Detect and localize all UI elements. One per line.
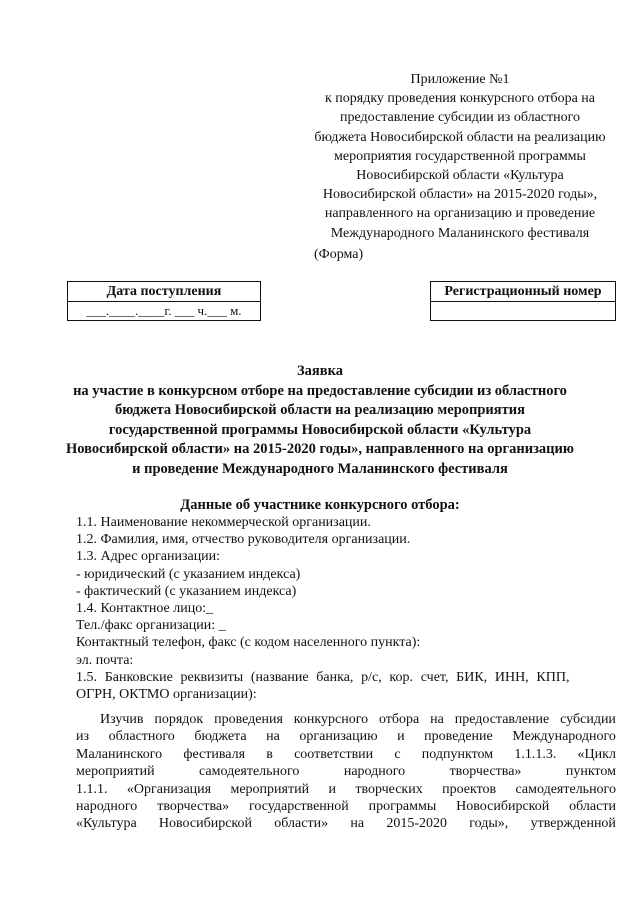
paragraph-word: организацию xyxy=(299,729,378,745)
appendix-line: бюджета Новосибирской области на реализацию xyxy=(314,129,606,145)
paragraph-word: в xyxy=(266,746,273,762)
paragraph-word: проведения xyxy=(214,712,283,727)
paragraph-line xyxy=(76,815,616,832)
paragraph-word: из xyxy=(76,729,90,745)
paragraph-word: на xyxy=(266,729,280,745)
paragraph-word: 1.1.1.3. xyxy=(514,746,557,762)
paragraph-word: с xyxy=(394,746,401,762)
title-line: Новосибирской области» на 2015-2020 годы», направленного на организацию xyxy=(66,441,574,457)
title-line: государственной программы Новосибирской области «Культура xyxy=(108,421,532,438)
paragraph-word: государственной xyxy=(248,799,349,815)
paragraph-word: фестиваля xyxy=(183,746,246,762)
receipt-date-header: Дата поступления xyxy=(68,282,261,302)
paragraph-word: самодеятельного xyxy=(199,764,300,780)
paragraph-word: области» xyxy=(274,816,329,832)
bank-details-line-2: ОГРН, ОКТМО организации): xyxy=(76,687,257,703)
field-line: Тел./факс организации: _ xyxy=(76,618,226,634)
title-line: бюджета Новосибирской области на реализацию мероприятия xyxy=(115,402,525,418)
field-line: эл. почта: xyxy=(76,652,134,668)
receipt-date-box xyxy=(67,281,261,321)
paragraph-line xyxy=(76,781,616,798)
appendix-header xyxy=(290,70,630,243)
paragraph-word: подпунктом xyxy=(421,746,494,762)
paragraph-word: народного xyxy=(76,799,138,815)
registration-number-field[interactable] xyxy=(431,302,616,321)
paragraph-word: проведение xyxy=(424,729,493,745)
title-line: и проведение Международного Маланинского фестиваля xyxy=(132,460,508,477)
title-line: Заявка xyxy=(297,363,343,379)
appendix-line: направленного на организацию и проведение xyxy=(324,206,596,222)
paragraph-word: Новосибирской xyxy=(158,816,253,832)
paragraph-word: субсидии xyxy=(560,712,616,727)
paragraph-line xyxy=(76,763,616,780)
receipt-date-field[interactable]: ___.____.____г. ___ ч.___ м. xyxy=(68,302,261,321)
paragraph-word: утвержденной xyxy=(530,816,616,832)
paragraph-word: и xyxy=(397,729,405,745)
appendix-line: к порядку проведения конкурсного отбора на xyxy=(324,91,596,107)
registration-number-header: Регистрационный номер xyxy=(431,282,616,302)
paragraph-word: предоставление xyxy=(454,712,550,727)
paragraph-word: самодеятельного xyxy=(515,781,616,797)
paragraph-word: бюджета xyxy=(194,729,247,745)
paragraph-word: пунктом xyxy=(565,764,616,780)
paragraph-word: программы xyxy=(368,799,437,815)
paragraph-word: мероприятий xyxy=(76,764,155,780)
paragraph-word: Маланинского xyxy=(76,746,163,762)
appendix-line: Приложение №1 xyxy=(410,72,510,87)
paragraph-line xyxy=(76,728,616,745)
appendix-line: предоставление субсидии из областного xyxy=(339,110,581,126)
appendix-line: Международного Маланинского фестиваля xyxy=(330,225,590,241)
paragraph-word: конкурсного xyxy=(293,712,369,727)
paragraph-word: соответствии xyxy=(294,746,374,762)
paragraph-word: на xyxy=(430,712,444,727)
appendix-line: Новосибирской области» на 2015-2020 годы», xyxy=(322,187,598,203)
field-line: 1.1. Наименование некоммерческой организации. xyxy=(76,515,371,530)
paragraph-word: мероприятий xyxy=(230,781,310,797)
participant-fields xyxy=(76,514,616,703)
paragraph-word: на xyxy=(350,816,365,832)
declaration-paragraph xyxy=(76,711,616,833)
paragraph-word: 2015-2020 xyxy=(386,816,448,832)
paragraph-word: «Культура xyxy=(76,816,137,832)
paragraph-word: и xyxy=(328,781,336,797)
paragraph-word: 1.1.1. xyxy=(76,781,108,797)
participant-data-heading: Данные об участнике конкурсного отбора: xyxy=(180,497,460,513)
paragraph-word: Изучив xyxy=(100,712,144,727)
paragraph-word: областного xyxy=(108,729,175,745)
paragraph-word: «Цикл xyxy=(577,746,616,762)
paragraph-word: отбора xyxy=(378,712,420,727)
paragraph-word: проектов xyxy=(442,781,497,797)
application-title xyxy=(60,362,580,479)
paragraph-word: творчества» xyxy=(157,799,230,815)
form-label: (Форма) xyxy=(314,247,364,262)
paragraph-word: творчества» xyxy=(449,764,522,780)
paragraph-word: творческих xyxy=(355,781,423,797)
paragraph-line xyxy=(76,746,616,763)
paragraph-word: Новосибирской xyxy=(456,799,550,815)
bank-details-line xyxy=(76,669,616,686)
paragraph-word: области xyxy=(569,799,616,815)
paragraph-line xyxy=(76,711,616,728)
appendix-line: Новосибирской области «Культура xyxy=(356,168,564,184)
field-line: - юридический (с указанием индекса) xyxy=(76,566,301,582)
field-line: Контактный телефон, факс (с кодом населенного пункта): xyxy=(76,635,421,651)
field-line: 1.4. Контактное лицо:_ xyxy=(76,601,214,617)
paragraph-line xyxy=(76,798,616,815)
paragraph-word: годы», xyxy=(469,816,509,832)
bank-details-text: 1.5. Банковские реквизиты (название банка, р/с, кор. счет, БИК, ИНН, КПП, xyxy=(76,669,570,685)
field-line: - фактический (с указанием индекса) xyxy=(76,583,297,599)
paragraph-word: народного xyxy=(343,764,406,780)
title-line: на участие в конкурсном отборе на предоставление субсидии из областного xyxy=(73,382,567,399)
paragraph-word: порядок xyxy=(154,712,204,727)
paragraph-word: Международного xyxy=(512,729,616,745)
registration-number-box xyxy=(430,281,616,321)
field-line: 1.2. Фамилия, имя, отчество руководителя организации. xyxy=(76,532,411,548)
appendix-line: мероприятия государственной программы xyxy=(334,148,586,164)
field-line: 1.3. Адрес организации: xyxy=(76,549,221,565)
paragraph-word: «Организация xyxy=(126,781,212,797)
